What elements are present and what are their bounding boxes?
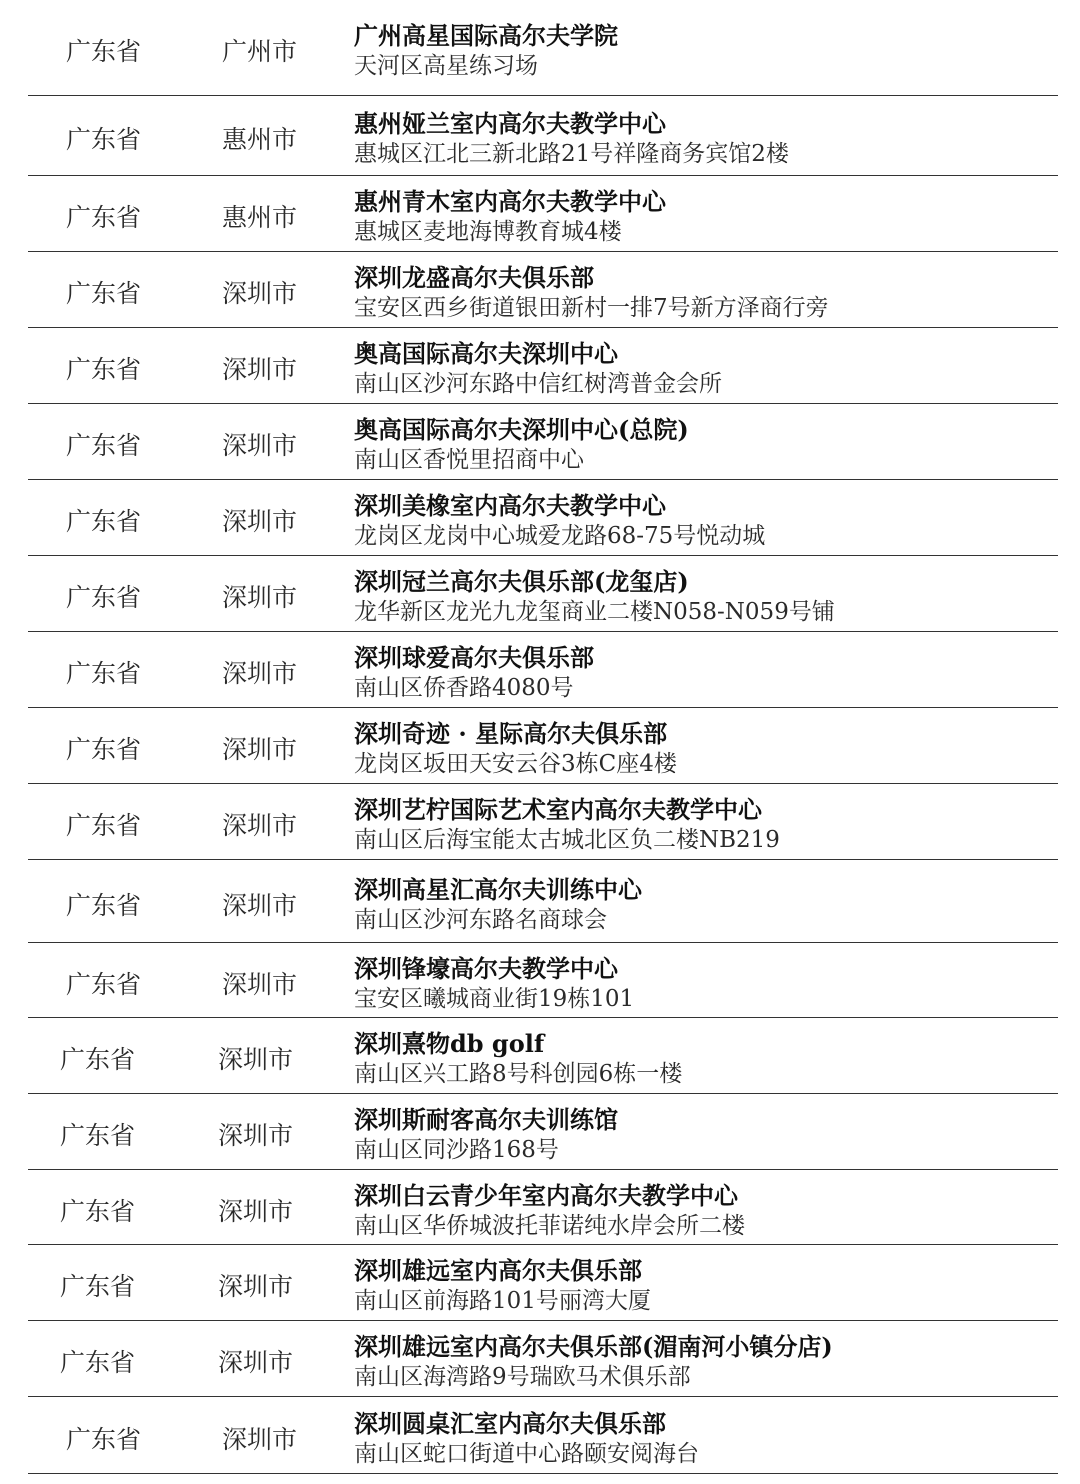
province-cell: 广东省	[60, 1272, 136, 1301]
venue-cell	[354, 1255, 651, 1316]
venue-address: 南山区兴工路8号科创园6栋一楼	[354, 1061, 683, 1087]
venue-address: 南山区沙河东路中信红树湾普金会所	[354, 371, 722, 397]
province-cell: 广东省	[60, 1045, 136, 1074]
venue-name: 深圳锋壕高尔夫教学中心	[354, 953, 618, 983]
venue-cell	[354, 490, 765, 551]
city-cell: 深圳市	[218, 1272, 294, 1301]
province-cell: 广东省	[66, 279, 142, 308]
venue-cell	[354, 1180, 745, 1241]
venue-address: 南山区同沙路168号	[354, 1137, 559, 1163]
province-cell: 广东省	[66, 735, 142, 764]
table-row	[0, 1170, 1080, 1245]
table-row	[0, 1245, 1080, 1321]
venue-cell	[354, 718, 677, 779]
venue-address: 南山区华侨城波托菲诺纯水岸会所二楼	[354, 1212, 745, 1239]
city-cell: 深圳市	[218, 1196, 294, 1226]
venue-name: 深圳奇迹 · 星际高尔夫俱乐部	[354, 719, 668, 748]
table-row	[0, 784, 1080, 860]
city-cell: 惠州市	[222, 125, 298, 154]
city-cell: 深圳市	[222, 279, 298, 308]
venue-cell	[354, 20, 618, 81]
venue-address: 天河区高星练习场	[354, 53, 538, 79]
venue-address: 宝安区西乡街道银田新村一排7号新方泽商行旁	[354, 295, 829, 321]
province-cell: 广东省	[60, 1121, 136, 1150]
table-row	[0, 860, 1080, 943]
venue-name: 惠州娅兰室内高尔夫教学中心	[354, 109, 666, 138]
venue-cell	[354, 1028, 682, 1089]
province-cell: 广东省	[66, 125, 142, 154]
province-cell: 广东省	[66, 969, 142, 999]
city-cell: 深圳市	[218, 1348, 294, 1377]
venue-cell	[354, 794, 780, 855]
venue-name: 深圳美橡室内高尔夫教学中心	[354, 491, 666, 520]
venue-name: 广州高星国际高尔夫学院	[354, 21, 618, 50]
venue-address: 龙华新区龙光九龙玺商业二楼N058-N059号铺	[354, 599, 835, 625]
city-cell: 深圳市	[222, 431, 298, 460]
venue-name: 奥高国际高尔夫深圳中心	[354, 339, 618, 368]
venue-address: 龙岗区坂田天安云谷3栋C座4楼	[354, 751, 677, 777]
table-row	[0, 1397, 1080, 1474]
venue-cell	[354, 338, 722, 399]
city-cell: 深圳市	[222, 659, 298, 688]
table-row	[0, 1094, 1080, 1170]
city-cell: 深圳市	[222, 890, 298, 920]
venue-name: 深圳艺柠国际艺术室内高尔夫教学中心	[354, 795, 762, 824]
province-cell: 广东省	[66, 583, 142, 612]
venue-cell	[354, 642, 594, 703]
province-cell: 广东省	[66, 890, 142, 920]
table-row	[0, 1018, 1080, 1094]
venue-cell	[354, 108, 789, 169]
province-cell: 广东省	[66, 1424, 142, 1454]
venue-address: 龙岗区龙岗中心城爱龙路68-75号悦动城	[354, 523, 766, 549]
city-cell: 深圳市	[222, 583, 298, 612]
venue-name: 深圳冠兰高尔夫俱乐部(龙玺店)	[354, 567, 689, 596]
venue-cell	[354, 1331, 833, 1392]
venue-name: 惠州青木室内高尔夫教学中心	[354, 187, 666, 216]
venue-address: 南山区沙河东路名商球会	[354, 906, 607, 933]
venue-cell	[354, 1104, 618, 1165]
province-cell: 广东省	[66, 507, 142, 536]
venue-name: 深圳熹物db golf	[354, 1029, 545, 1058]
table-row	[0, 1321, 1080, 1397]
venue-name: 深圳雄远室内高尔夫俱乐部(湄南河小镇分店)	[354, 1332, 833, 1361]
venue-name: 深圳斯耐客高尔夫训练馆	[354, 1105, 618, 1134]
venue-address: 宝安区曦城商业街19栋101	[354, 985, 635, 1012]
venue-address: 南山区侨香路4080号	[354, 675, 574, 701]
venue-name: 深圳圆桌汇室内高尔夫俱乐部	[354, 1408, 666, 1438]
venue-address: 惠城区江北三新北路21号祥隆商务宾馆2楼	[354, 141, 789, 167]
city-cell: 深圳市	[222, 507, 298, 536]
province-cell: 广东省	[66, 203, 142, 232]
table-row	[0, 708, 1080, 784]
province-cell: 广东省	[66, 37, 142, 66]
row-divider	[28, 1473, 1058, 1474]
table-row	[0, 0, 1080, 96]
city-cell: 深圳市	[222, 969, 298, 999]
city-cell: 深圳市	[222, 811, 298, 840]
table-row	[0, 632, 1080, 708]
venue-address: 南山区后海宝能太古城北区负二楼NB219	[354, 827, 780, 853]
province-cell: 广东省	[66, 431, 142, 460]
table-row	[0, 252, 1080, 328]
table-row	[0, 176, 1080, 252]
city-cell: 广州市	[222, 37, 298, 66]
city-cell: 深圳市	[218, 1121, 294, 1150]
venue-name: 深圳白云青少年室内高尔夫教学中心	[354, 1180, 738, 1210]
venue-name: 深圳雄远室内高尔夫俱乐部	[354, 1256, 642, 1285]
province-cell: 广东省	[66, 355, 142, 384]
city-cell: 深圳市	[222, 355, 298, 384]
venue-name: 深圳高星汇高尔夫训练中心	[354, 874, 642, 904]
venue-address: 南山区蛇口街道中心路颐安阅海台	[354, 1440, 699, 1467]
province-cell: 广东省	[60, 1196, 136, 1226]
table-row	[0, 328, 1080, 404]
city-cell: 深圳市	[222, 1424, 298, 1454]
venue-name: 奥高国际高尔夫深圳中心(总院)	[354, 415, 689, 444]
venue-address: 南山区香悦里招商中心	[354, 447, 584, 473]
venue-cell	[354, 186, 666, 247]
province-cell: 广东省	[66, 811, 142, 840]
venue-name: 深圳球爱高尔夫俱乐部	[354, 643, 594, 672]
table-row	[0, 943, 1080, 1018]
venue-cell	[354, 874, 642, 935]
venue-cell	[354, 1408, 699, 1469]
venue-address: 惠城区麦地海博教育城4楼	[354, 219, 622, 245]
venue-cell	[354, 566, 835, 627]
province-cell: 广东省	[66, 659, 142, 688]
city-cell: 惠州市	[222, 203, 298, 232]
venue-address: 南山区前海路101号丽湾大厦	[354, 1288, 651, 1314]
table-row	[0, 404, 1080, 480]
province-cell: 广东省	[60, 1348, 136, 1377]
venue-cell	[354, 262, 829, 323]
venue-address: 南山区海湾路9号瑞欧马术俱乐部	[354, 1364, 691, 1390]
table-row	[0, 96, 1080, 176]
city-cell: 深圳市	[222, 735, 298, 764]
venue-cell	[354, 953, 634, 1014]
city-cell: 深圳市	[218, 1045, 294, 1074]
table-row	[0, 556, 1080, 632]
table-row	[0, 480, 1080, 556]
venue-cell	[354, 414, 689, 475]
venue-name: 深圳龙盛高尔夫俱乐部	[354, 263, 594, 292]
